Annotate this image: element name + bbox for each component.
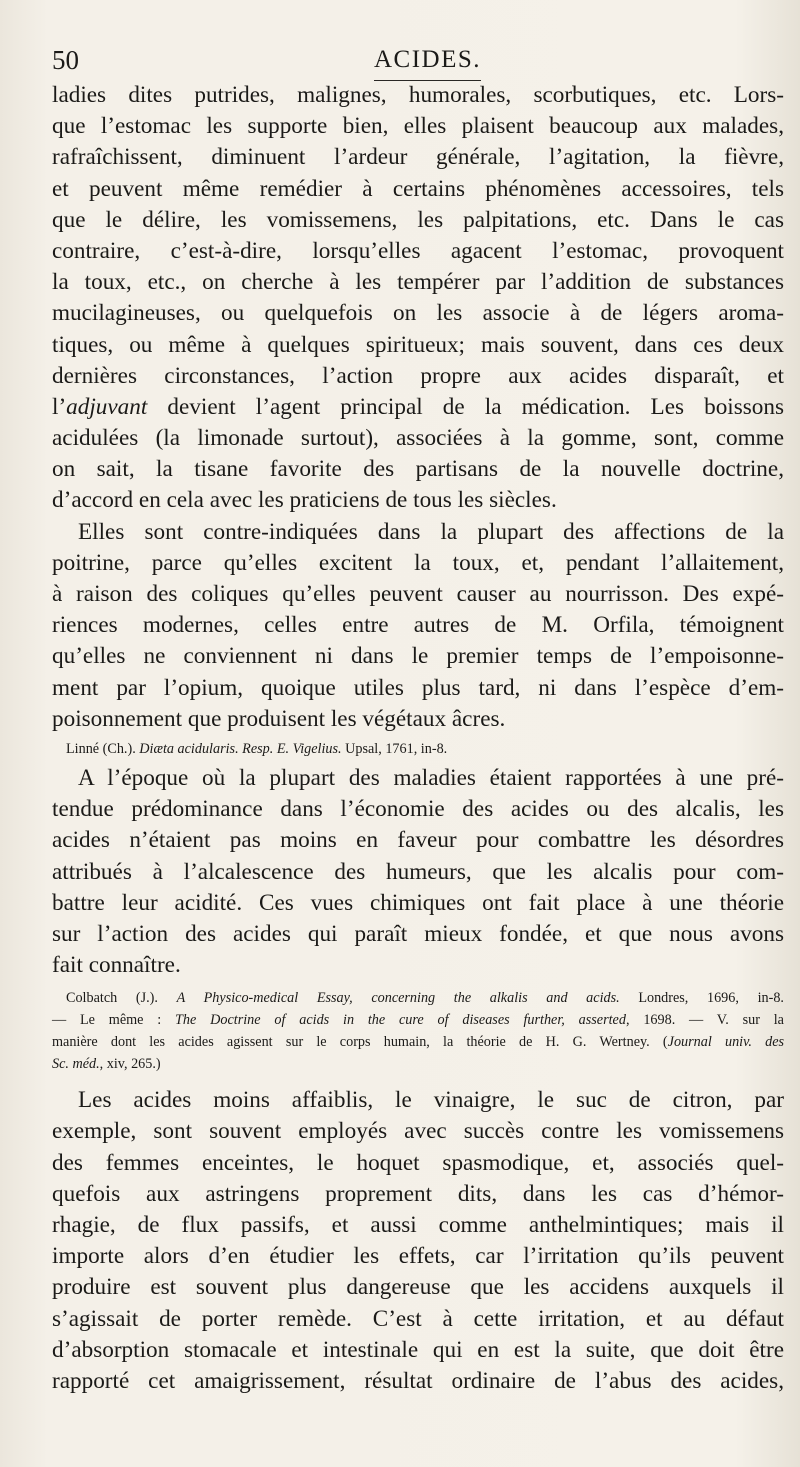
text-line: Les acides moins affaiblis, le vinaigre, le suc de citron, par bbox=[78, 1087, 784, 1114]
page-body bbox=[52, 80, 784, 1397]
note-text: manière dont les acides agissent sur le corps humain, la théorie de H. G. Wertney. ( bbox=[52, 1034, 668, 1051]
text-line: fait connaître. bbox=[52, 952, 181, 979]
text-line: tiques, ou même à quelques spiritueux; mais souvent, dans ces deux bbox=[52, 331, 784, 358]
text-line: et peuvent même remédier à certains phénomènes accessoires, tels bbox=[52, 175, 784, 202]
note-title: Diæta acidularis. Resp. E. Vigelius. bbox=[139, 740, 342, 757]
text-line: rapporté cet amaigrissement, résultat ordinaire de l’abus des acides, bbox=[52, 1367, 784, 1394]
text-line: A l’époque où la plupart des maladies étaient rapportées à une pré- bbox=[78, 764, 784, 791]
paragraph-4 bbox=[52, 1085, 784, 1397]
paragraph-2 bbox=[52, 517, 784, 735]
paragraph-1 bbox=[52, 80, 784, 517]
text-line: que l’estomac les supporte bien, elles plaisent beaucoup aux malades, bbox=[52, 113, 784, 140]
text-line: quefois aux astringens proprement dits, dans les cas d’hémor- bbox=[52, 1180, 784, 1207]
text-line: attribués à l’alcalescence des humeurs, que les alcalis pour com- bbox=[52, 858, 784, 885]
note-title: A Physico-medical Essay, concerning the alkalis and acids. bbox=[176, 990, 620, 1007]
note-publication: Londres, 1696, in-8. bbox=[619, 990, 784, 1007]
text-line: tendue prédominance dans l’économie des acides ou des alcalis, les bbox=[52, 796, 784, 823]
note-author: Linné (Ch.). bbox=[66, 740, 140, 757]
paragraph-3 bbox=[52, 763, 784, 981]
text-line bbox=[52, 392, 784, 423]
text-line: acidulées (la limonade surtout), associées à la gomme, sont, comme bbox=[52, 425, 784, 452]
text-line: exemple, sont souvent employés avec succès contre les vomissemens bbox=[52, 1118, 784, 1145]
text-line: poitrine, parce qu’elles excitent la toux, et, pendant l’allaitement, bbox=[52, 549, 784, 576]
text-line: s’agissait de porter remède. C’est à cette irritation, et au défaut bbox=[52, 1305, 784, 1332]
note-journal: Sc. méd. bbox=[52, 1056, 100, 1073]
note-text: , 1698. — V. sur la bbox=[625, 1012, 784, 1029]
text-line: Elles sont contre-indiquées dans la plupart des affections de la bbox=[78, 518, 784, 545]
text-line: rafraîchissent, diminuent l’ardeur générale, l’agitation, la fièvre, bbox=[52, 144, 784, 171]
text-line: on sait, la tisane favorite des partisans de la nouvelle doctrine, bbox=[52, 456, 784, 483]
text-line: ment par l’opium, quoique utiles plus tard, ni dans l’espèce d’em- bbox=[52, 674, 784, 701]
page-header bbox=[52, 40, 782, 80]
text-line: la toux, etc., on cherche à les tempérer par l’addition de substances bbox=[52, 269, 784, 296]
running-head: ACIDES. bbox=[374, 40, 481, 81]
text-line: que le délire, les vomissemens, les palpitations, etc. Dans le cas bbox=[52, 206, 784, 233]
bibliographic-note-2 bbox=[52, 987, 784, 1075]
text-line: riences modernes, celles entre autres de M. Orfila, témoignent bbox=[52, 612, 784, 639]
note-line bbox=[52, 1009, 784, 1031]
note-line bbox=[52, 1053, 784, 1075]
text-line: ladies dites putrides, malignes, humorales, scorbutiques, etc. Lors- bbox=[52, 82, 784, 108]
bibliographic-note-1 bbox=[52, 735, 784, 763]
note-publication: Upsal, 1761, in-8. bbox=[341, 740, 448, 757]
text-line: à raison des coliques qu’elles peuvent causer au nourrisson. Des expé- bbox=[52, 581, 784, 607]
text-line: dernières circonstances, l’action propre aux acides disparaît, et bbox=[52, 362, 784, 389]
text-fragment: l’ bbox=[52, 393, 67, 420]
text-fragment: devient l’agent principal de la médication. Les boissons bbox=[147, 393, 784, 420]
text-line: des femmes enceintes, le hoquet spasmodique, et, associés quel- bbox=[52, 1149, 784, 1176]
text-line: mucilagineuses, ou quelquefois on les associe à de légers aroma- bbox=[52, 300, 784, 327]
note-author: Colbatch (J.). bbox=[66, 990, 177, 1007]
note-line bbox=[52, 735, 784, 763]
note-text: — Le même : bbox=[52, 1012, 176, 1029]
text-line: d’absorption stomacale et intestinale qui en est la suite, que doit être bbox=[52, 1336, 784, 1363]
text-line: importe alors d’en étudier les effets, car l’irritation qu’ils peuvent bbox=[52, 1243, 784, 1270]
page-number: 50 bbox=[52, 45, 79, 75]
note-line bbox=[52, 1031, 784, 1053]
text-line: acides n’étaient pas moins en faveur pour combattre les désordres bbox=[52, 827, 784, 854]
note-line bbox=[52, 987, 784, 1009]
note-text: , xiv, 265.) bbox=[99, 1056, 161, 1073]
text-line: sur l’action des acides qui paraît mieux fondée, et que nous avons bbox=[52, 920, 784, 947]
text-line: d’accord en cela avec les praticiens de tous les siècles. bbox=[52, 487, 557, 514]
text-line: rhagie, de flux passifs, et aussi comme anthelmintiques; mais il bbox=[52, 1212, 784, 1238]
text-line: produire est souvent plus dangereuse que les accidens auxquels il bbox=[52, 1274, 784, 1301]
italic-term: adjuvant bbox=[66, 393, 148, 420]
text-line: contraire, c’est-à-dire, lorsqu’elles agacent l’estomac, provoquent bbox=[52, 237, 784, 264]
text-line: battre leur acidité. Ces vues chimiques ont fait place à une théorie bbox=[52, 889, 784, 916]
note-title: The Doctrine of acids in the cure of diseases further, asserted bbox=[175, 1012, 626, 1029]
text-line: qu’elles ne conviennent ni dans le premier temps de l’empoisonne- bbox=[52, 643, 784, 670]
text-line: poisonnement que produisent les végétaux âcres. bbox=[52, 705, 506, 732]
note-journal: Journal univ. des bbox=[667, 1034, 785, 1051]
